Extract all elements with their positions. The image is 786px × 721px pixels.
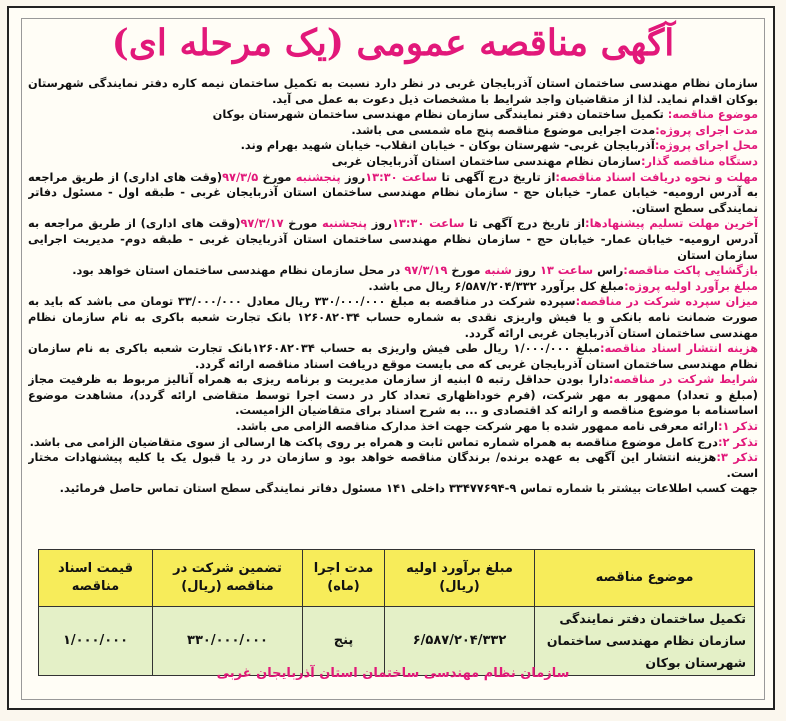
note-1 xyxy=(28,419,758,435)
documents-text-3: مورخ xyxy=(258,169,296,184)
cell-estimate: ۶/۵۸۷/۲۰۴/۳۳۲ xyxy=(385,607,535,676)
opening-text-1: راس xyxy=(593,263,624,278)
subject-text: تکمیل ساختمان دفتر نمایندگی سازمان نظام مهندسی ساختمان شهرستان بوکان xyxy=(212,107,664,122)
deadline-day: پنجشنبه xyxy=(322,216,367,231)
fee-line xyxy=(28,341,758,372)
opening-day: شنبه xyxy=(484,263,512,278)
header-deposit: تضمین شرکت در مناقصه (ریال) xyxy=(153,550,303,607)
contact-text-2: داخلی xyxy=(406,481,449,496)
deadline-time: ساعت ۱۳:۳۰ xyxy=(391,216,465,231)
subject-label: موضوع مناقصه: xyxy=(667,107,758,122)
deposit-text: سپرده شرکت در مناقصه به مبلغ ۳۳۰/۰۰۰/۰۰۰ ریال معادل ۳۳/۰۰۰/۰۰۰ تومان می باشد که باید به صورت ضمانت نامه بانکی و یا فیش واریزی نقدی به شماره حساب ۱۲۶۰۸۲۰۳۴ بانک تجارت شعبه باکری به نام سازمان نظام مهندسی ساختمان استان آذربایجان غربی ارائه گردد. xyxy=(28,294,758,340)
deadline-line xyxy=(28,216,758,263)
note-3 xyxy=(28,450,758,481)
opening-text-3: مورخ xyxy=(447,263,485,278)
opening-label: بازگشایی پاکت مناقصه: xyxy=(623,263,758,278)
documents-label: مهلت و نحوه دریافت اسناد مناقصه: xyxy=(555,169,758,184)
note-2 xyxy=(28,435,758,451)
deadline-text-4: (وقت های اداری) از طریق مراجعه به آدرس ارومیه- خیابان عمار- خیابان حج - سازمان نظام مهندسی ساختمان استان آذربایجان غربی - طبقه دوم- مدیریت اجرایی سازمان استان xyxy=(28,216,758,262)
deposit-label: میزان سپرده شرکت در مناقصه: xyxy=(575,294,758,309)
header-duration: مدت اجرا (ماه) xyxy=(303,550,385,607)
deadline-text-2: روز xyxy=(366,216,392,231)
subject-line xyxy=(28,107,758,123)
ad-body xyxy=(28,76,758,542)
note-2-text: درج کامل موضوع مناقصه به همراه شماره تماس ثابت و همراه بر روی پاکت ها ارسالی از سوی متقاضیان الزامی می باشد. xyxy=(29,434,718,449)
ad-title: آگهی مناقصه عمومی (یک مرحله ای) xyxy=(111,22,675,64)
contact-line xyxy=(28,481,758,497)
duration-line xyxy=(28,123,758,139)
header-document-price: قیمت اسناد مناقصه xyxy=(39,550,153,607)
deadline-text-3: مورخ xyxy=(283,216,323,231)
organizer-text: سازمان نظام مهندسی ساختمان استان آذربایجان غربی xyxy=(331,153,641,168)
estimate-text: مبلغ کل برآورد ۶/۵۸۷/۲۰۴/۳۳۲ ریال می باشد. xyxy=(368,278,625,293)
cell-duration: پنج xyxy=(303,607,385,676)
opening-line xyxy=(28,263,758,279)
estimate-line xyxy=(28,279,758,295)
cell-subject: تکمیل ساختمان دفتر نمایندگی سازمان نظام مهندسی ساختمان شهرستان بوکان xyxy=(535,607,755,676)
conditions-text: دارا بودن حداقل رتبه ۵ ابنیه از سازمان مدیریت و برنامه ریزی به همراه آنالیز مربوط به ظرفیت مجاز (مبلغ و تعداد) ممهور به مهر شرکت، (فرم خوداظهاری تعداد کار در دست اجرا توسط متقاضی ارائه گردد)، مشاهدت موضوع اساسنامه با موضوع مناقصه و ارائه کد اقتصادی و ... به شرح اسناد برای متقاضیان الزامیست. xyxy=(28,372,758,418)
location-text: آذربایجان غربی- شهرستان بوکان - خیابان انقلاب- خیابان شهید بهرام وند. xyxy=(240,138,655,153)
documents-day: پنجشنبه xyxy=(295,169,341,184)
note-1-text: ارائه معرفی نامه ممهور شده با مهر شرکت جهت اخذ مدارک مناقصه الزامی می باشد. xyxy=(236,419,718,434)
deposit-line xyxy=(28,294,758,341)
opening-text-2: روز xyxy=(511,263,540,278)
fee-label: هزینه انتشار اسناد مناقصه: xyxy=(599,341,758,356)
deadline-date: ۹۷/۳/۱۷ xyxy=(240,216,284,231)
opening-date: ۹۷/۳/۱۹ xyxy=(404,263,448,278)
contact-text-1: جهت کسب اطلاعات بیشتر با شماره تماس xyxy=(516,481,758,496)
tender-table xyxy=(38,549,755,676)
organizer-line xyxy=(28,154,758,170)
contact-extension: ۱۴۱ xyxy=(386,481,407,496)
header-subject: موضوع مناقصه xyxy=(535,550,755,607)
estimate-label: مبلغ برآورد اولیه پروژه: xyxy=(624,278,758,293)
deadline-text-1: از تاریخ درج آگهی تا xyxy=(464,216,586,231)
contact-text-3: مسئول دفاتر نمایندگی سطح استان تماس حاصل فرمائید. xyxy=(59,481,387,496)
cell-deposit: ۳۳۰/۰۰۰/۰۰۰ xyxy=(153,607,303,676)
location-line xyxy=(28,138,758,154)
conditions-line xyxy=(28,372,758,419)
note-3-text: هزینه انتشار این آگهی به عهده برنده/ برندگان مناقصه خواهد بود و سازمان در رد یا قبول یک یا کلیه پیشنهادات مختار است. xyxy=(28,450,758,480)
note-1-label: تذکر ۱: xyxy=(717,419,758,434)
note-2-label: تذکر ۲: xyxy=(717,434,758,449)
duration-text: مدت اجرایی موضوع مناقصه پنج ماه شمسی می باشد. xyxy=(351,122,656,137)
documents-text-4: (وقت های اداری) از طریق مراجعه به آدرس ارومیه- خیابان عمار- خیابان حج - سازمان نظام مهندسی ساختمان استان آذربایجان غربی - طبقه اول - مسئول دفاتر نمایندگی سطح استان. xyxy=(28,169,758,215)
footer-organization: سازمان نظام مهندسی ساختمان استان آذربایجان غربی xyxy=(216,666,570,681)
table-header-row xyxy=(39,550,755,607)
documents-time: ساعت ۱۳:۳۰ xyxy=(365,169,438,184)
opening-time: ساعت ۱۳ xyxy=(539,263,594,278)
cell-document-price: ۱/۰۰۰/۰۰۰ xyxy=(39,607,153,676)
documents-text-1: از تاریخ درج آگهی تا xyxy=(437,169,556,184)
note-3-label: تذکر ۳: xyxy=(716,450,758,465)
fee-text: مبلغ ۱/۰۰۰/۰۰۰ ریال طی فیش واریزی به حساب ۱۲۶۰۸۲۰۳۴بانک تجارت شعبه باکری به نام سازمان نظام مهندسی ساختمان استان آذربایجان غربی که می بایست موقع دریافت اسناد مناقصه ارائه گردد. xyxy=(28,341,758,371)
contact-phone: ۹-۳۳۴۷۷۶۹۴ xyxy=(448,481,517,496)
duration-label: مدت اجرای پروژه: xyxy=(655,122,758,137)
documents-line xyxy=(28,170,758,217)
organizer-label: دستگاه مناقصه گذار: xyxy=(640,153,758,168)
documents-text-2: روز xyxy=(340,169,366,184)
conditions-label: شرایط شرکت در مناقصه: xyxy=(608,372,758,387)
location-label: محل اجرای پروژه: xyxy=(654,138,758,153)
documents-date: ۹۷/۳/۵ xyxy=(222,169,259,184)
intro-paragraph: سازمان نظام مهندسی ساختمان استان آذربایجان غربی در نظر دارد نسبت به تکمیل ساختمان نیمه کاره دفتر نمایندگی شهرستان بوکان اقدام نماید. لذا از متقاضیان واجد شرایط با مشخصات ذیل دعوت به عمل می آید. xyxy=(28,76,758,106)
opening-text-4: در محل سازمان نظام مهندسی ساختمان استان خواهد بود. xyxy=(72,263,405,278)
header-estimate: مبلغ برآورد اولیه (ریال) xyxy=(385,550,535,607)
deadline-label: آخرین مهلت تسلیم پیشنهادها: xyxy=(585,216,758,231)
